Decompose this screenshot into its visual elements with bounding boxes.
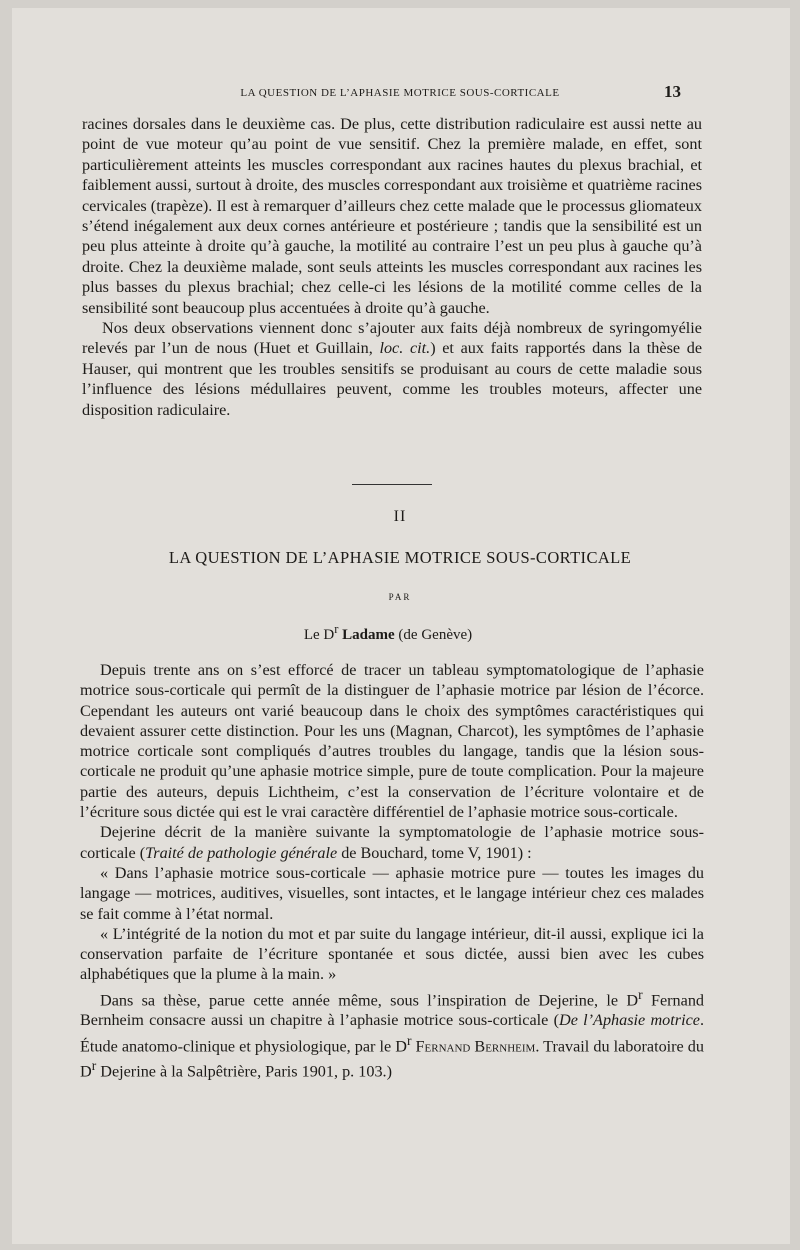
- paragraph: Dejerine décrit de la manière suivante la symptomatologie de l’aphasie motrice sous-corticale (Traité de pathologie générale de Bouchard, tome V, 1901) :: [80, 823, 704, 862]
- author-name: Ladame: [342, 627, 395, 643]
- author-line: Le $D^r$ Ladame (de Genève): [303, 622, 473, 643]
- paragraph: Nos deux observations viennent donc s’ajouter aux faits déjà nombreux de syringomyélie relevés par l’un de nous (Huet et Guillain, loc. cit.) et aux faits rapportés dans la thèse de Hauser, qui montrent que les troubles sensitifs se produisant au cours de cette maladie sous l’influence des lésions médullaires peuvent, comme les troubles moteurs, affecter une disposition radiculaire.: [82, 319, 702, 419]
- citation: loc. cit.: [379, 339, 431, 358]
- byline-par: PAR: [388, 592, 412, 602]
- paragraph: racines dorsales dans le deuxième cas. De plus, cette distribution radiculaire est aussi nette au point de vue moteur qu’au point de vue sensitif. Chez la première malade, en effet, sont particulièrement atteints les muscles correspondant aux racines hautes du plexus brachial, et faiblement aussi, surtout à droite, des muscles correspondant aux troisième et quatrième racines cervicales (trapèze). Il est à remarquer d’ailleurs chez cette malade que le processus gliomateux s’étend inégalement aux deux cornes antérieure et postérieure ; tandis que la sensibilité est un peu plus atteinte à droite qu’à gauche, la motilité au contraire l’est un peu plus à gauche qu’à droite. Chez la deuxième malade, sont seuls atteints les muscles correspondant aux racines les plus basses du plexus brachial; chez celle-ci les lésions de la motilité comme celles de la sensibilité sont beaucoup plus accentuées à droite qu’à gauche.: [82, 115, 702, 317]
- continued-text: [82, 114, 702, 420]
- paragraph: Depuis trente ans on s’est efforcé de tracer un tableau symptomatologique de l’aphasie motrice sous-corticale qui permît de la distinguer de l’aphasie motrice par lésion de l’écorce. Cependant les auteurs ont varié beaucoup dans le choix des symptômes caractéristiques qui devaient assurer cette distinction. Pour les uns (Magnan, Charcot), les symptômes de l’aphasie motrice corticale sont compliqués d’autres troubles du langage, tandis que la lésion sous-corticale ne produit qu’une aphasie motrice simple, pure de toute complication. Pour la majeure partie des auteurs, depuis Lichtheim, c’est la conservation de l’écriture volontaire et de l’écriture sous dictée qui est le vrai caractère différentiel de l’aphasie motrice sous-corticale.: [80, 661, 704, 822]
- paragraph: Dans sa thèse, parue cette année même, sous l’inspiration de Dejerine, le $D^r$ Fernand Bernheim consacre aussi un chapitre à l’aphasie motrice sous-corticale (De l’Aphasie motrice. Étude anatomo-clinique et physiologique, par le $D^r$ Fernand Bernheim. Travail du laboratoire du $D^r$ Dejerine à la Salpêtrière, Paris 1901, p. 103.): [80, 986, 705, 1081]
- work-title: De l’Aphasie motrice: [559, 1011, 700, 1030]
- work-title: Traité de pathologie générale: [145, 843, 338, 862]
- quote-paragraph: « L’intégrité de la notion du mot et par suite du langage intérieur, dit-il aussi, explique ici la conservation parfaite de l’écriture spontanée et sous dictée, aussi bien avec les cubes alphabétiques que la plume à la main. »: [80, 924, 704, 984]
- article-title: LA QUESTION DE L’APHASIE MOTRICE SOUS-CORTICALE: [168, 548, 632, 567]
- section-number: II: [393, 508, 407, 525]
- article-body: [80, 660, 704, 1082]
- page-number: 13: [664, 82, 681, 101]
- quote-paragraph: « Dans l’aphasie motrice sous-corticale — aphasie motrice pure — toutes les images du langage — motrices, auditives, visuelles, sont intactes, et le langage intérieur chez ces malades se fait comme à l’état normal.: [80, 863, 704, 923]
- running-head: LA QUESTION DE L’APHASIE MOTRICE SOUS-CORTICALE: [240, 87, 560, 99]
- section-divider: [352, 484, 432, 485]
